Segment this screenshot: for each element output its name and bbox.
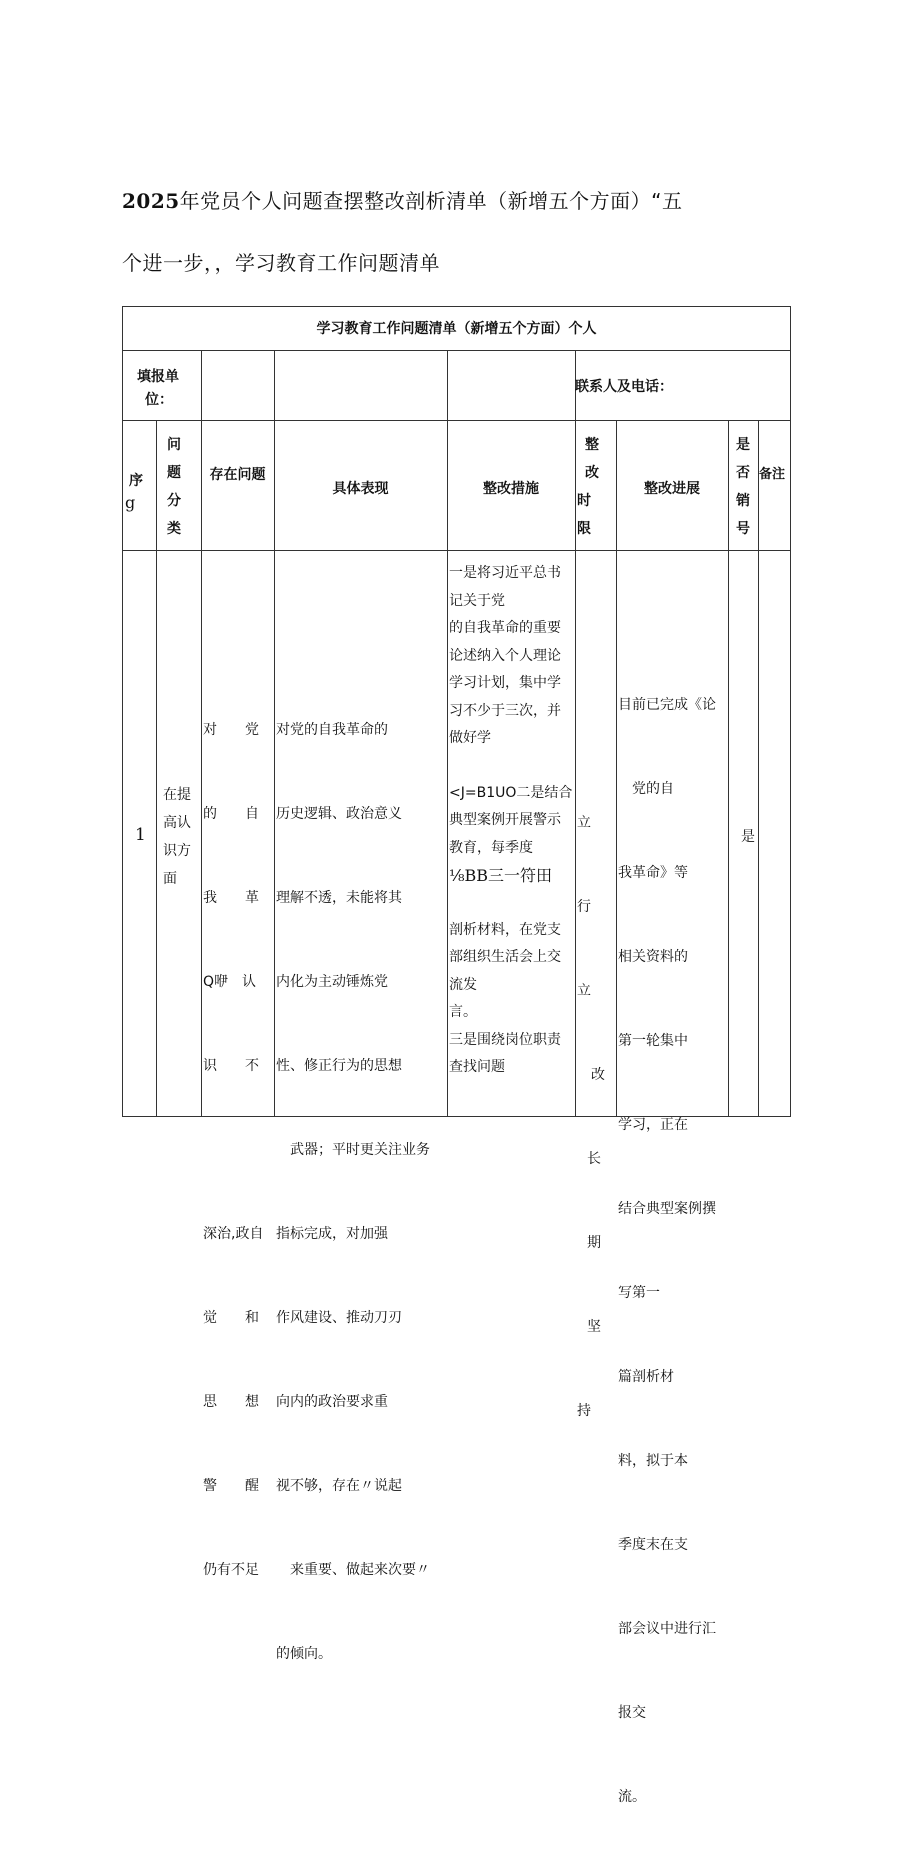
row-progress-line: 季度末在支 [618,1537,688,1553]
header-manifestation: 具体表现 [332,481,389,497]
row-problem-line: 思 想 [203,1394,259,1410]
row-progress-line: 目前已完成《论 [618,697,716,713]
row-measures-line [449,753,572,780]
row-progress-line: 第一轮集中 [618,1033,688,1049]
row-problem-line: 警 醒 [203,1478,259,1494]
row-deadline [577,753,605,1481]
row-problem [203,660,263,1640]
table-caption: 学习教育工作问题清单（新增五个方面）个人 [316,321,597,337]
row-progress-line: 党的自 [618,781,674,797]
table-rule [758,420,759,1116]
header-deadline-char: 限 [577,521,591,537]
row-manifestation [276,660,430,1724]
header-category-char: 问 [167,437,181,453]
header-progress: 整改进展 [644,481,700,497]
header-category-char: 分 [167,493,181,509]
row-deadline-line: 行 [577,899,591,915]
table-rule [201,350,202,420]
row-measures-line: 记关于党 [449,592,505,609]
row-deadline-line: 持 [577,1403,591,1419]
header-measures: 整改措施 [483,481,539,497]
row-category-line: 高认 [163,815,191,831]
row-category [163,781,191,893]
unit-label-line-2: 位： [145,392,173,408]
row-closed: 是 [741,829,755,845]
row-progress-line: 报交 [618,1705,646,1721]
row-progress-line: 部会议中进行汇 [618,1621,716,1637]
row-manifestation-line: 向内的政治要求重 [276,1394,388,1410]
header-category-char: 题 [167,465,181,481]
row-measures-line: 一是将习近平总书 [449,565,561,581]
table-rule [201,420,202,1116]
table-rule [274,350,275,420]
row-problem-line: 我 革 [203,890,259,906]
row-manifestation-line: 来重要、做起来次要〃 [276,1562,430,1578]
table-rule [447,420,448,1116]
row-problem-line: 觉 和 [203,1310,259,1326]
document-title-line-1 [122,170,812,232]
row-measures-line: 典型案例开展警示 [449,812,561,828]
row-deadline-line: 坚 [587,1319,601,1335]
row-progress-line: 写第一 [618,1285,660,1301]
header-closed-char: 号 [736,521,750,537]
row-problem-line: 仍有不足 [203,1562,259,1578]
row-manifestation-line: 对党的自我革命的 [276,722,388,738]
row-progress [618,635,716,1867]
header-seq-mark: g [125,493,136,512]
row-measures-line: <J=B1UO二是结合 [449,784,573,801]
table-rule [616,420,617,1116]
row-measures-line: 做好学 [449,730,491,746]
row-manifestation-line: 武器；平时更关注业务 [276,1142,430,1158]
title-year: 2025 [122,189,180,213]
row-progress-line: 篇剖析材 [618,1369,674,1385]
document-title [122,170,812,294]
table-rule [123,350,790,351]
header-closed-char: 销 [736,493,750,509]
unit-label-line-1: 填报单 [137,369,179,385]
row-measures-line: 的自我革命的重要 [449,620,561,636]
problem-list-table [122,306,791,1805]
header-deadline-char: 整 [585,437,599,453]
row-measures [449,560,572,1082]
row-progress-line: 相关资料的 [618,949,688,965]
row-problem-line [203,1136,263,1164]
row-problem-line: 深治,政自 [203,1226,264,1242]
header-problem: 存在问题 [209,467,266,483]
row-manifestation-line: 的倾向。 [276,1646,332,1662]
row-problem-line: 的 自 [203,806,259,822]
row-category-line: 在提 [163,787,191,803]
row-measures-line [449,890,572,917]
table-rule [274,420,275,1116]
row-category-line: 识方 [163,843,191,859]
row-progress-line: 料，拟于本 [618,1453,688,1469]
row-deadline-line: 改 [577,1067,605,1083]
row-deadline-line: 期 [587,1235,601,1251]
row-deadline-line: 立 [577,983,591,999]
row-progress-line: 流。 [618,1789,646,1805]
row-manifestation-line: 历史逻辑、政治意义 [276,806,402,822]
row-deadline-line: 长 [587,1151,601,1167]
row-measures-line: 言。 [449,1004,477,1020]
row-progress-line: 结合典型案例撰 [618,1201,716,1217]
header-closed-char: 否 [736,465,750,481]
row-measures-line: 部组织生活会上交 [449,949,561,965]
header-seq: 序 [129,473,143,489]
table-rule [123,550,790,551]
row-deadline-line: 立 [577,815,591,831]
row-manifestation-line: 理解不透，未能将其 [276,890,402,906]
row-measures-line: ⅛BB三一符田 [449,866,553,885]
row-problem-line: 识 不 [203,1058,259,1074]
header-deadline-char: 改 [585,465,599,481]
row-measures-line: 习不少于三次，并 [449,702,561,719]
header-remark: 备注 [759,467,786,482]
row-manifestation-line: 性、修正行为的思想 [276,1058,402,1074]
row-measures-line: 三是围绕岗位职责 [449,1031,561,1048]
row-measures-line: 剖析材料，在党支 [449,921,561,938]
header-closed [728,431,758,543]
row-category-line: 面 [163,871,177,887]
header-category-char: 类 [167,521,181,537]
row-manifestation-line: 视不够，存在〃说起 [276,1478,402,1494]
header-deadline-char: 时 [577,493,591,509]
row-measures-line: 学习计划，集中学 [449,675,561,691]
header-deadline [575,431,616,543]
row-manifestation-line: 作风建设、推动刀刃 [276,1310,402,1326]
row-problem-line: 对 党 [203,722,259,738]
header-category [156,431,192,543]
table-rule [123,420,790,421]
row-problem-line: Q咿 认 [203,974,257,990]
row-measures-line: 流发 [449,976,477,993]
row-manifestation-line: 指标完成，对加强 [276,1226,388,1242]
row-progress-line: 我革命》等 [618,865,688,881]
row-manifestation-line: 内化为主动锤炼党 [276,974,388,990]
row-progress-line: 学习，正在 [618,1117,688,1133]
row-measures-line: 论述纳入个人理论 [449,647,561,664]
row-measures-line: 查找问题 [449,1059,505,1075]
table-rule [447,350,448,420]
row-measures-line: 教育，每季度 [449,839,533,856]
contact-label: 联系人及电话： [575,379,673,395]
row-seq: 1 [135,825,146,845]
title-line-1-text: 年党员个人问题查摆整改剖析清单（新增五个方面）“五 [179,189,683,213]
header-closed-char: 是 [736,437,750,453]
document-title-line-2: 个进一步，，学习教育工作问题清单 [122,251,440,275]
